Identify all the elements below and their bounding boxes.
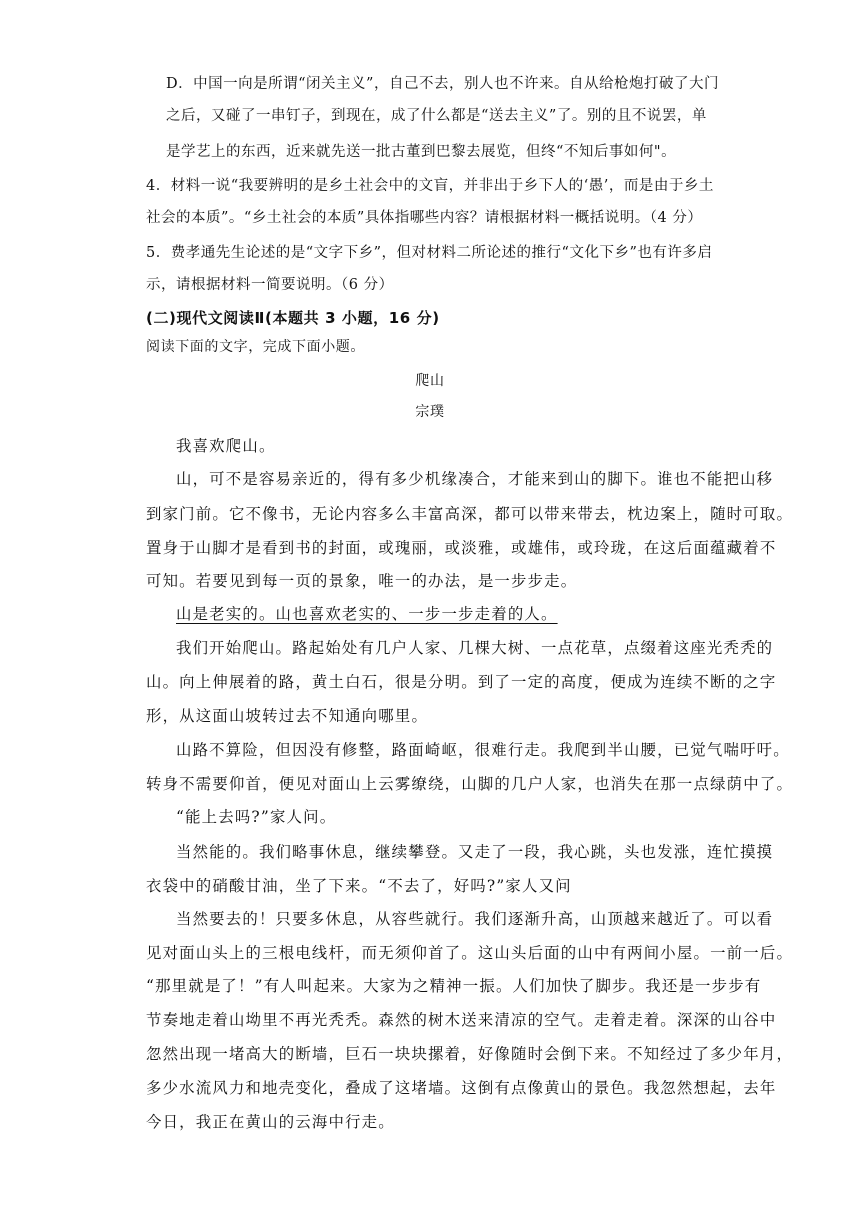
paragraph-line: 转身不需要仰首，便见对面山上云雾缭绕，山脚的几户人家，也消失在那一点绿荫中了。 — [146, 775, 794, 793]
option-d-line-1: D．中国一向是所谓“闭关主义”，自己不去，别人也不许来。自从给枪炮打破了大门 — [166, 76, 719, 92]
paragraph-line: 今日，我正在黄山的云海中行走。 — [146, 1113, 395, 1131]
paragraph-line: 到家门前。它不像书，无论内容多么丰富高深，都可以带来带去，枕边案上，随时可取。 — [146, 505, 794, 523]
instruction: 阅读下面的文字，完成下面小题。 — [146, 339, 365, 355]
paragraph-line: 山。向上伸展着的路，黄土白石，很是分明。到了一定的高度，便成为连续不断的之字 — [146, 673, 777, 691]
paragraph-line: 当然能的。我们略事休息，继续攀登。又走了一段，我心跳，头也发涨，连忙摸摸 — [176, 843, 774, 861]
paragraph-line: 忽然出现一堵高大的断墙，巨石一块块摞着，好像随时会倒下来。不知经过了多少年月， — [146, 1045, 794, 1063]
option-d-line-3: 是学艺上的东西，近来就先送一批古董到巴黎去展览，但终“不知后事如何"。 — [166, 144, 677, 160]
paragraph-line: 置身于山脚才是看到书的封面，或瑰丽，或淡雅，或雄伟，或玲珑，在这后面蕴藏着不 — [146, 539, 777, 557]
paragraph-line: 山，可不是容易亲近的，得有多少机缘凑合，才能来到山的脚下。谁也不能把山移 — [176, 470, 774, 488]
option-d-line-2: 之后，又碰了一串钉子，到现在，成了什么都是“送去主义”了。别的且不说罢，单 — [166, 108, 707, 124]
paragraph-line: 我们开始爬山。路起始处有几户人家、几棵大树、一点花草，点缀着这座光秃秃的 — [176, 639, 774, 657]
paragraph-line: 多少水流风力和地壳变化，叠成了这堵墙。这倒有点像黄山的景色。我忽然想起，去年 — [146, 1079, 777, 1097]
paragraph-line: “那里就是了！”有人叫起来。大家为之精神一振。人们加快了脚步。我还是一步步有 — [146, 977, 762, 995]
question-5-line-2: 示，请根据材料一简要说明。（6 分） — [146, 277, 394, 293]
paragraph-line: 可知。若要见到每一页的景象，唯一的办法，是一步步走。 — [146, 572, 578, 590]
question-4-line-2: 社会的本质”。“乡土社会的本质”具体指哪些内容？请根据材料一概括说明。（4 分） — [146, 210, 703, 226]
paragraph-line: 我喜欢爬山。 — [176, 437, 276, 455]
underlined-sentence: 山是老实的。山也喜欢老实的、一步一步走着的人。 — [176, 605, 558, 623]
question-4-line-1: 4．材料一说“我要辨明的是乡土社会中的文盲，并非出于乡下人的‘愚’，而是由于乡土 — [146, 178, 714, 194]
paragraph-line: 山路不算险，但因没有修整，路面崎岖，很难行走。我爬到半山腰，已觉气喘吁吁。 — [176, 741, 790, 759]
paragraph-line: 见对面山头上的三根电线杆，而无须仰首了。这山头后面的山中有两间小屋。一前一后。 — [146, 944, 794, 962]
paragraph-line: 衣袋中的硝酸甘油，坐了下来。“不去了，好吗?”家人又问 — [146, 877, 572, 895]
paragraph-line: 节奏地走着山坳里不再光秃秃。森然的树木送来清凉的空气。走着走着。深深的山谷中 — [146, 1011, 777, 1029]
section-title: (二)现代文阅读Ⅱ(本题共 3 小题，16 分) — [146, 309, 440, 327]
question-5-line-1: 5．费孝通先生论述的是“文字下乡”，但对材料二所论述的推行“文化下乡”也有许多启 — [146, 245, 713, 261]
story-title: 爬山 — [415, 373, 445, 389]
paragraph-line: “能上去吗?”家人问。 — [176, 808, 337, 826]
paragraph-line: 当然要去的！只要多休息，从容些就行。我们逐渐升高，山顶越来越近了。可以看 — [176, 910, 774, 928]
story-author: 宗璞 — [415, 404, 445, 420]
paragraph-line: 形，从这面山坡转过去不知通向哪里。 — [146, 707, 429, 725]
